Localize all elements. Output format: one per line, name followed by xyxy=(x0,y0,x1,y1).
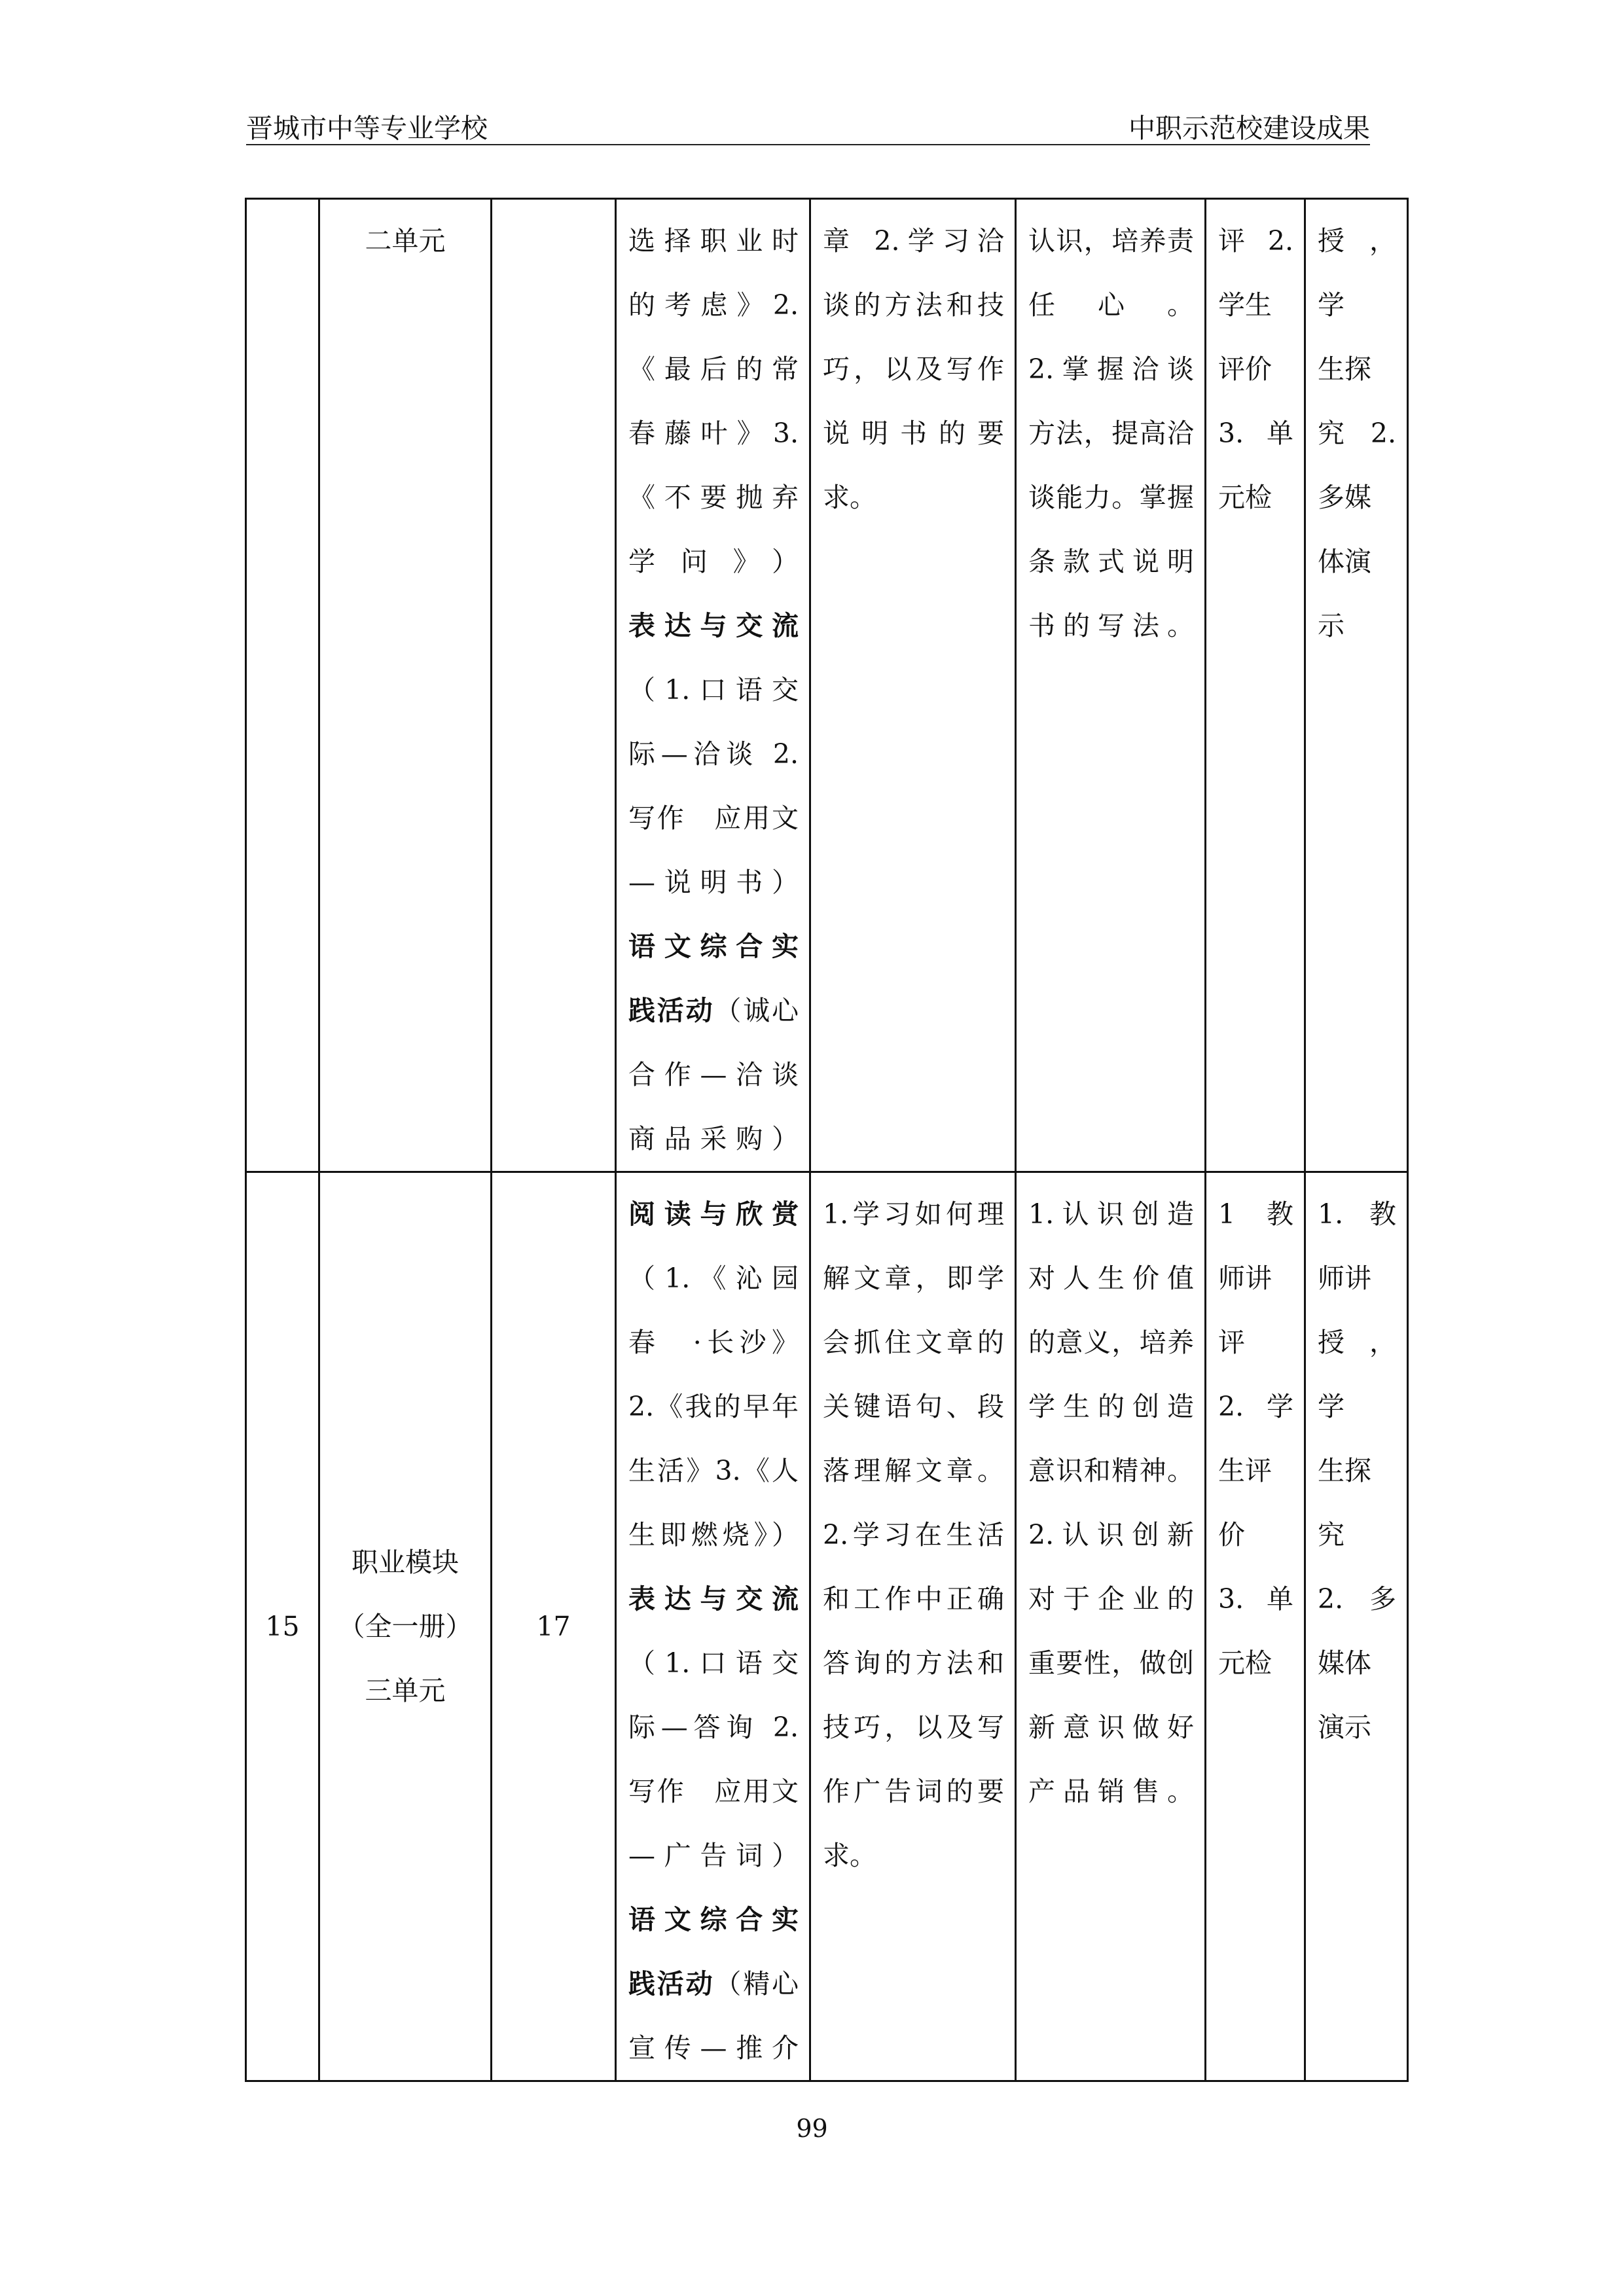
goal-line: 技巧，以及写 xyxy=(823,1712,1004,1743)
quality-line: 1.认识创造 xyxy=(1028,1198,1194,1230)
content-line: 语文综合实 xyxy=(628,1904,799,1935)
cell-content xyxy=(616,199,810,1172)
content-line: （1.口语交 xyxy=(628,1647,799,1679)
method-line: 生探 xyxy=(1318,353,1371,385)
assessment-line: 1 教 xyxy=(1218,1198,1293,1230)
header-school-name: 晋城市中等专业学校 xyxy=(246,113,488,144)
method-line: 生探 xyxy=(1318,1455,1371,1486)
quality-line: 对人生价值 xyxy=(1028,1263,1194,1294)
content-line: 合作—洽谈 xyxy=(628,1059,799,1090)
goal-line: 和工作中正确 xyxy=(823,1583,1004,1615)
quality-line: 条款式说明 xyxy=(1028,546,1194,577)
assessment-line: 评 2. xyxy=(1218,225,1293,257)
assessment-line: 2.学 xyxy=(1218,1391,1293,1422)
assessment-line: 师讲 xyxy=(1218,1263,1272,1294)
content-line: 表达与交流 xyxy=(628,610,799,641)
cell-hours xyxy=(492,199,616,1172)
assessment-line: 评价 xyxy=(1218,353,1272,385)
quality-line: 产品销售。 xyxy=(1028,1776,1194,1807)
content-line: 生即燃烧》） xyxy=(628,1519,799,1551)
cell-learning-goal xyxy=(810,199,1016,1172)
content-line: 践活动（诚心 xyxy=(628,995,799,1026)
cell-unit xyxy=(319,199,492,1172)
content-line: 阅读与欣赏 xyxy=(628,1198,799,1230)
quality-line: 对于企业的 xyxy=(1028,1583,1194,1615)
cell-quality-goal xyxy=(1016,1172,1206,2081)
content-line: 写作 应用文 xyxy=(628,1776,799,1807)
goal-line: 作广告词的要 xyxy=(823,1776,1004,1807)
content-line: 商品采购） xyxy=(628,1123,799,1155)
curriculum-table xyxy=(245,198,1409,2082)
cell-hours: 17 xyxy=(492,1172,616,2081)
cell-assessment xyxy=(1206,1172,1305,2081)
method-line: 究 xyxy=(1318,1519,1344,1551)
content-line: 表达与交流 xyxy=(628,1583,799,1615)
quality-line: 新意识做好 xyxy=(1028,1712,1194,1743)
method-line: 授，学 xyxy=(1318,225,1396,321)
content-line: 春藤叶》3. xyxy=(628,418,799,449)
content-line: 践活动（精心 xyxy=(628,1968,799,2000)
assessment-line: 学生 xyxy=(1218,289,1272,321)
content-line: 宣传—推介 xyxy=(628,2032,799,2064)
quality-line: 书的写法。 xyxy=(1028,610,1194,641)
content-line: 选择职业时 xyxy=(628,225,799,257)
header-project-title: 中职示范校建设成果 xyxy=(1128,113,1370,144)
goal-line: 章 2.学习洽 xyxy=(823,225,1004,257)
assessment-line: 生评 xyxy=(1218,1455,1272,1486)
quality-line: 的意义，培养 xyxy=(1028,1327,1194,1358)
quality-line: 认识，培养责 xyxy=(1028,225,1194,257)
method-line: 究 2. xyxy=(1318,418,1396,449)
content-line: （1.口语交 xyxy=(628,674,799,706)
content-line: 学问》） xyxy=(628,546,799,577)
quality-line: 谈能力。掌握 xyxy=(1028,482,1194,513)
header-rule xyxy=(246,144,1370,145)
quality-line: 重要性，做创 xyxy=(1028,1647,1194,1679)
content-line: 际—洽谈 2. xyxy=(628,738,799,770)
goal-line: 解文章，即学 xyxy=(823,1263,1004,1294)
quality-line: 2.认识创新 xyxy=(1028,1519,1194,1551)
method-line: 演示 xyxy=(1318,1712,1371,1743)
method-line: 2.多 xyxy=(1318,1583,1396,1615)
goal-line: 1.学习如何理 xyxy=(823,1198,1004,1230)
cell-content xyxy=(616,1172,810,2081)
assessment-line: 3.单 xyxy=(1218,1583,1293,1615)
content-line: 际—答询 2. xyxy=(628,1712,799,1743)
method-line: 1.教 xyxy=(1318,1198,1396,1230)
assessment-line: 价 xyxy=(1218,1519,1245,1551)
content-line: 2.《我的早年 xyxy=(628,1391,799,1422)
cell-unit xyxy=(319,1172,492,2081)
page-number: 99 xyxy=(796,2114,828,2143)
cell-quality-goal xyxy=(1016,199,1206,1172)
content-line: 生活》3.《人 xyxy=(628,1455,799,1486)
content-line: （1.《沁园 xyxy=(628,1263,799,1294)
cell-learning-goal xyxy=(810,1172,1016,2081)
cell-sequence xyxy=(246,199,319,1172)
goal-line: 2.学习在生活 xyxy=(823,1519,1004,1551)
method-line: 媒体 xyxy=(1318,1647,1371,1679)
goal-line: 说明书的要 xyxy=(823,418,1004,449)
quality-line: 意识和精神。 xyxy=(1028,1455,1194,1486)
quality-line: 2.掌握洽谈 xyxy=(1028,353,1194,385)
goal-line: 关键语句、段 xyxy=(823,1391,1004,1422)
goal-line: 会抓住文章的 xyxy=(823,1327,1004,1358)
unit-line: 职业模块 xyxy=(352,1547,459,1578)
goal-line: 求。 xyxy=(823,482,876,513)
cell-assessment xyxy=(1206,199,1305,1172)
assessment-line: 元检 xyxy=(1218,1647,1272,1679)
content-line: 的考虑》2. xyxy=(628,289,799,321)
goal-line: 求。 xyxy=(823,1840,876,1871)
table-row xyxy=(246,199,1408,1172)
content-line: —说明书） xyxy=(628,867,799,898)
quality-line: 方法，提高洽 xyxy=(1028,418,1194,449)
goal-line: 巧，以及写作 xyxy=(823,353,1004,385)
unit-line: 二单元 xyxy=(365,225,446,257)
cell-teaching-method xyxy=(1305,1172,1408,2081)
unit-line: 三单元 xyxy=(365,1675,446,1706)
content-line: 《不要抛弃 xyxy=(628,482,799,513)
method-line: 师讲 xyxy=(1318,1263,1371,1294)
method-line: 多媒 xyxy=(1318,482,1371,513)
content-line: 写作 应用文 xyxy=(628,802,799,834)
cell-teaching-method xyxy=(1305,199,1408,1172)
assessment-line: 3.单 xyxy=(1218,418,1293,449)
unit-line: （全一册） xyxy=(338,1611,473,1642)
cell-sequence: 15 xyxy=(246,1172,319,2081)
content-line: 春 ·长沙》 xyxy=(628,1327,799,1358)
content-line: 语文综合实 xyxy=(628,931,799,962)
assessment-line: 元检 xyxy=(1218,482,1272,513)
quality-line: 任心。 xyxy=(1028,289,1194,321)
goal-line: 落理解文章。 xyxy=(823,1455,1004,1486)
goal-line: 谈的方法和技 xyxy=(823,289,1004,321)
quality-line: 学生的创造 xyxy=(1028,1391,1194,1422)
assessment-line: 评 xyxy=(1218,1327,1245,1358)
goal-line: 答询的方法和 xyxy=(823,1647,1004,1679)
table-row xyxy=(246,1172,1408,2081)
method-line: 示 xyxy=(1318,610,1344,641)
content-line: 《最后的常 xyxy=(628,353,799,385)
method-line: 授，学 xyxy=(1318,1327,1396,1422)
content-line: —广告词） xyxy=(628,1840,799,1871)
method-line: 体演 xyxy=(1318,546,1371,577)
